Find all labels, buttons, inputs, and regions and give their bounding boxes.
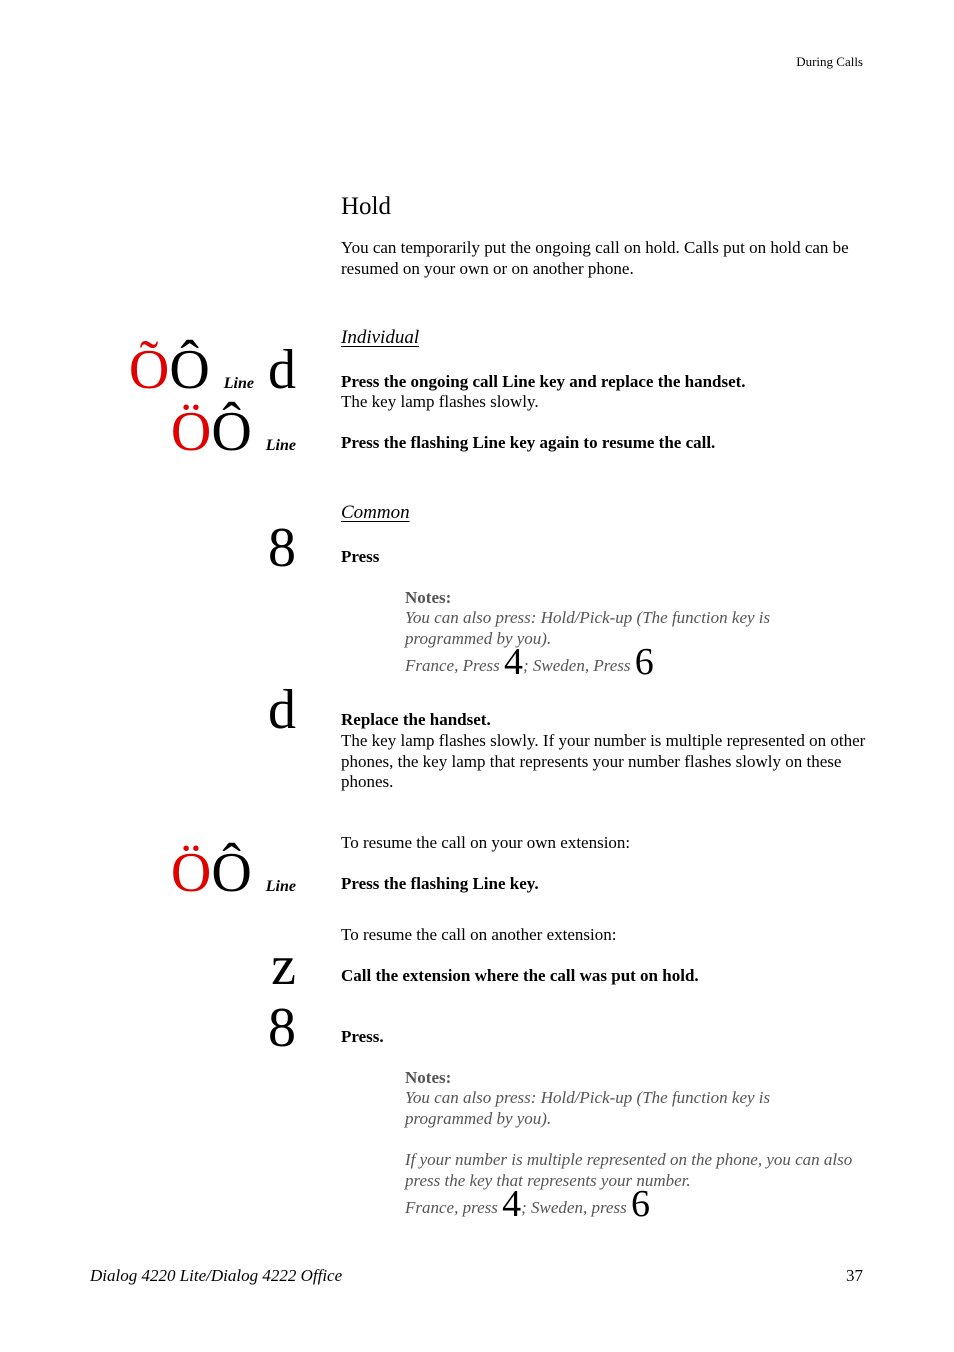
notes-text-2: If your number is multiple represented on the phone, you can also press the key that represents your number. <box>405 1150 853 1190</box>
section-title: Hold <box>341 193 391 220</box>
sweden-key-icon: 6 <box>630 1183 650 1225</box>
line-key-flash-symbol <box>170 842 296 915</box>
lamp-flash-icon: Ö <box>170 842 212 904</box>
individual-heading: Individual <box>341 327 420 348</box>
running-header: During Calls <box>796 54 863 69</box>
handset-down-icon: d <box>268 679 296 741</box>
line-key-flash-symbol <box>170 401 296 474</box>
france-label: France, Press <box>405 656 504 675</box>
resume-other-text: To resume the call on another extension: <box>341 925 617 944</box>
lamp-flash-icon: Ö <box>170 401 212 463</box>
hold-key-icon: 8 <box>268 997 296 1059</box>
footer-product: Dialog 4220 Lite/Dialog 4222 Office <box>90 1266 343 1285</box>
line-key-icon: Ô <box>211 401 252 463</box>
sweden-key-icon: 6 <box>634 641 654 683</box>
individual-step2-bold: Press the flashing Line key again to resume the call. <box>341 433 716 452</box>
resume-own-bold: Press the flashing Line key. <box>341 874 539 893</box>
sweden-label: ; Sweden, press <box>521 1198 631 1217</box>
common-heading: Common <box>341 502 410 523</box>
hold-key-icon: 8 <box>268 517 296 579</box>
lamp-slow-flash-icon: Õ <box>128 339 170 401</box>
press-bold: Press. <box>341 1027 384 1046</box>
common-press: Press <box>341 547 380 566</box>
intro-paragraph: You can temporarily put the ongoing call on hold. Calls put on hold can be resumed on your own or on another phone. <box>341 238 849 278</box>
individual-step1-bold: Press the ongoing call Line key and replace the handset. <box>341 372 746 391</box>
france-key-icon: 4 <box>504 641 523 683</box>
line-label: Line <box>223 375 254 392</box>
france-key-icon: 4 <box>502 1183 522 1225</box>
replace-handset-bold: Replace the handset. <box>341 710 491 729</box>
line-key-icon: Ô <box>211 842 252 904</box>
individual-step1-text: The key lamp flashes slowly. <box>341 392 539 411</box>
notes-text: You can also press: Hold/Pick-up (The function key is programmed by you). <box>405 608 771 648</box>
line-label: Line <box>265 878 296 895</box>
notes-text: You can also press: Hold/Pick-up (The function key is programmed by you). <box>405 1088 771 1128</box>
sweden-label: ; Sweden, Press <box>523 656 635 675</box>
notes-label: Notes: <box>405 588 452 607</box>
page-number: 37 <box>846 1266 863 1285</box>
handset-down-icon: d <box>268 339 296 401</box>
resume-own-text: To resume the call on your own extension: <box>341 833 631 852</box>
france-label: France, press <box>405 1198 503 1217</box>
country-keys-line <box>405 641 654 683</box>
country-keys-line <box>405 1183 650 1225</box>
replace-handset-text: The key lamp flashes slowly. If your number is multiple represented on other phones, the key lamp that represents your number flashes slowly on these phones. <box>341 731 866 791</box>
call-extension-bold: Call the extension where the call was put on hold. <box>341 966 699 985</box>
notes-label: Notes: <box>405 1068 452 1087</box>
dial-icon: z <box>271 935 296 997</box>
line-key-icon: Ô <box>169 339 210 401</box>
line-label: Line <box>265 437 296 454</box>
